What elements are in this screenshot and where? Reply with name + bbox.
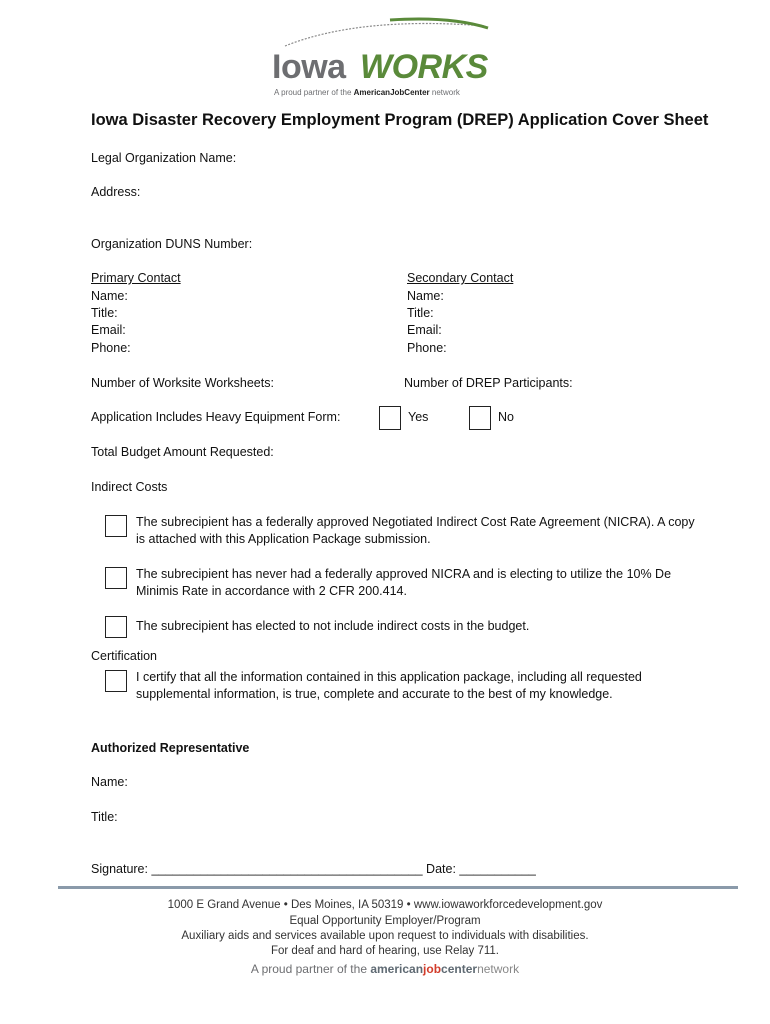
- certification-heading: Certification: [91, 649, 157, 663]
- secondary-contact-heading: Secondary Contact: [407, 271, 514, 285]
- authorized-title-label: Title:: [91, 810, 118, 824]
- footer-address: 1000 E Grand Avenue • Des Moines, IA 50319 • www.iowaworkforcedevelopment.gov: [167, 899, 603, 911]
- no-indirect-checkbox[interactable]: [105, 616, 127, 638]
- primary-email-label: Email:: [91, 323, 126, 337]
- footer-divider: [58, 886, 738, 889]
- budget-label: Total Budget Amount Requested:: [91, 445, 274, 459]
- signature-date-line: Signature: _______________________________________ Date: ___________: [91, 862, 536, 876]
- logo-works-text: WORKS: [360, 48, 488, 86]
- heavy-equipment-label: Application Includes Heavy Equipment Form:: [91, 410, 341, 424]
- de-minimis-checkbox[interactable]: [105, 567, 127, 589]
- certification-checkbox[interactable]: [105, 670, 127, 692]
- logo-swoosh-icon: [280, 12, 490, 52]
- footer-aids: Auxiliary aids and services available upon request to individuals with disabilities.: [181, 930, 589, 942]
- secondary-email-label: Email:: [407, 323, 442, 337]
- logo-iowa-text: Iowa: [272, 48, 346, 86]
- heavy-equipment-no-checkbox[interactable]: [469, 406, 491, 430]
- participants-label: Number of DREP Participants:: [404, 376, 573, 390]
- footer-eeo: Equal Opportunity Employer/Program: [289, 915, 481, 927]
- heavy-equipment-yes-checkbox[interactable]: [379, 406, 401, 430]
- authorized-rep-heading: Authorized Representative: [91, 741, 250, 755]
- authorized-name-label: Name:: [91, 775, 128, 789]
- de-minimis-text: The subrecipient has never had a federally approved NICRA and is electing to utilize the 10% De Minimis Rate in accordance with 2 CFR 200.414.: [136, 567, 672, 598]
- nicra-approved-text: The subrecipient has a federally approved Negotiated Indirect Cost Rate Agreement (NICRA). A copy is attached with this Application Package submission.: [136, 515, 695, 546]
- legal-org-label: Legal Organization Name:: [91, 151, 237, 165]
- page-title: Iowa Disaster Recovery Employment Program (DREP) Application Cover Sheet: [91, 111, 709, 129]
- address-label: Address:: [91, 185, 141, 199]
- primary-phone-label: Phone:: [91, 341, 131, 355]
- heavy-equipment-no-label: No: [498, 410, 514, 424]
- secondary-title-label: Title:: [407, 306, 434, 320]
- primary-title-label: Title:: [91, 306, 118, 320]
- iowaworks-logo: [262, 8, 502, 100]
- duns-label: Organization DUNS Number:: [91, 237, 253, 251]
- indirect-costs-heading: Indirect Costs: [91, 480, 168, 494]
- nicra-approved-checkbox[interactable]: [105, 515, 127, 537]
- footer-partner-logo: A proud partner of the americanjobcenternetwork: [250, 962, 520, 976]
- footer-relay: For deaf and hard of hearing, use Relay 711.: [270, 945, 500, 957]
- primary-name-label: Name:: [91, 289, 128, 303]
- secondary-name-label: Name:: [407, 289, 444, 303]
- logo-tagline: A proud partner of the AmericanJobCenter network: [274, 88, 460, 97]
- worksheets-label: Number of Worksite Worksheets:: [91, 376, 274, 390]
- secondary-phone-label: Phone:: [407, 341, 447, 355]
- certification-text: I certify that all the information contained in this application package, including all requested supplemental information, is true, complete and accurate to the best of my knowledge.: [136, 670, 642, 701]
- no-indirect-text: The subrecipient has elected to not include indirect costs in the budget.: [136, 619, 530, 633]
- heavy-equipment-yes-label: Yes: [408, 410, 429, 424]
- primary-contact-heading: Primary Contact: [91, 271, 181, 285]
